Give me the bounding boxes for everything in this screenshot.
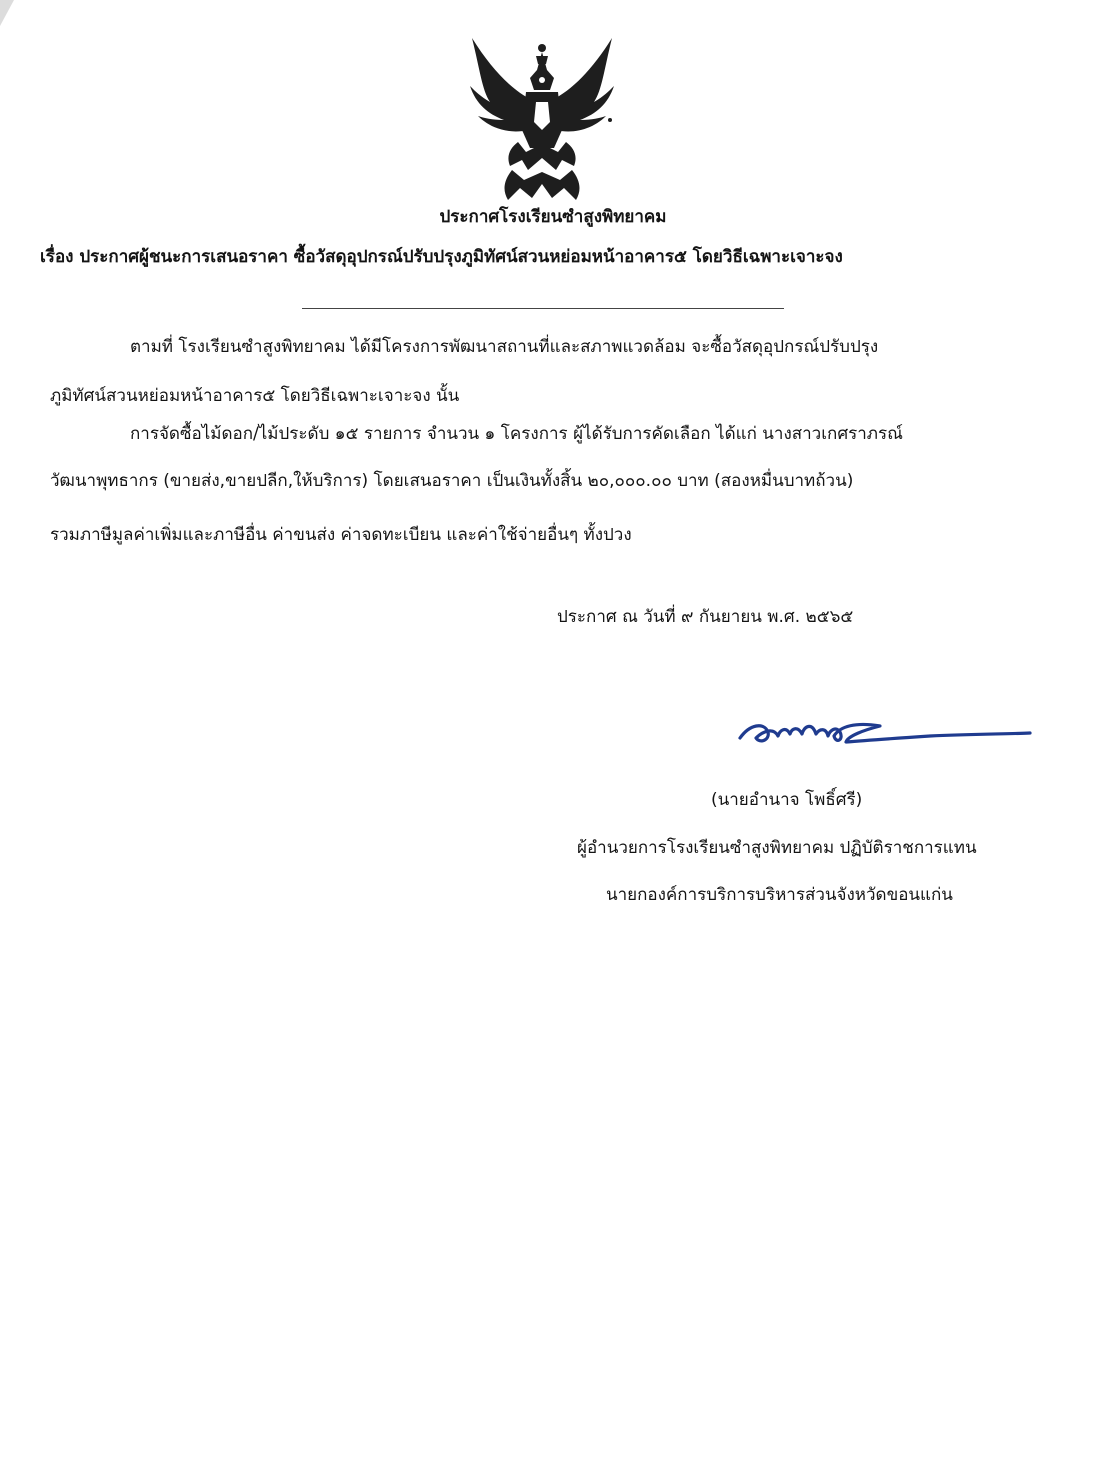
signer-name: (นายอำนาจ โพธิ์ศรี) <box>711 790 863 810</box>
para2-line2: วัฒนาพุทธากร (ขายส่ง,ขายปลีก,ให้บริการ) โดยเสนอราคา เป็นเงินทั้งสิ้น ๒๐,๐๐๐.๐๐ บาท (สองหมื่นบาทถ้วน) <box>50 471 854 491</box>
announcement-subject: เรื่อง ประกาศผู้ชนะการเสนอราคา ซื้อวัสดุอุปกรณ์ปรับปรุงภูมิทัศน์สวนหย่อมหน้าอาคาร๕ โดยวิธีเฉพาะเจาะจง <box>40 247 843 267</box>
para2-line3: รวมภาษีมูลค่าเพิ่มและภาษีอื่น ค่าขนส่ง ค่าจดทะเบียน และค่าใช้จ่ายอื่นๆ ทั้งปวง <box>50 525 632 545</box>
header-divider <box>302 308 784 309</box>
para1-line1: ตามที่ โรงเรียนซำสูงพิทยาคม ได้มีโครงการพัฒนาสถานที่และสภาพแวดล้อม จะซื้อวัสดุอุปกรณ์ปรับปรุง <box>130 337 879 357</box>
para2-line1: การจัดซื้อไม้ดอก/ไม้ประดับ ๑๕ รายการ จำนวน ๑ โครงการ ผู้ได้รับการคัดเลือก ได้แก่ นางสาวเกศราภรณ์ <box>130 424 903 444</box>
announcement-date: ประกาศ ณ วันที่ ๙ กันยายน พ.ศ. ๒๕๖๕ <box>557 607 854 627</box>
para1-line2: ภูมิทัศน์สวนหย่อมหน้าอาคาร๕ โดยวิธีเฉพาะเจาะจง นั้น <box>50 386 460 406</box>
garuda-emblem-icon <box>462 30 622 202</box>
page-corner-mark <box>0 0 40 40</box>
signer-title-line1: ผู้อำนวยการโรงเรียนซำสูงพิทยาคม ปฏิบัติราชการแทน <box>577 838 977 858</box>
handwritten-signature-icon <box>730 700 1040 760</box>
announcement-org-title: ประกาศโรงเรียนซำสูงพิทยาคม <box>439 207 667 227</box>
signer-title-line2: นายกองค์การบริการบริหารส่วนจังหวัดขอนแก่น <box>606 885 953 905</box>
